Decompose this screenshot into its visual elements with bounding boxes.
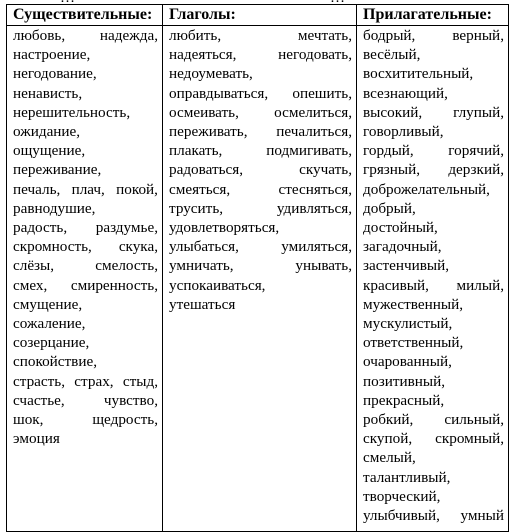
- nouns-line: [13, 391, 158, 410]
- verbs-word: любить,: [169, 27, 222, 44]
- nouns-word: шок,: [13, 411, 44, 429]
- adjectives-line: [363, 391, 504, 410]
- adjectives-cell: [357, 26, 509, 532]
- nouns-line: [13, 103, 158, 122]
- nouns-word: переживание,: [13, 161, 102, 179]
- nouns-word: печаль,: [13, 180, 61, 198]
- verbs-line: [169, 199, 352, 218]
- nouns-line: [13, 295, 158, 314]
- verbs-word: печалиться,: [276, 123, 352, 141]
- verbs-word: умиляться,: [281, 238, 352, 256]
- nouns-list: [13, 26, 158, 448]
- adjectives-line: [363, 410, 504, 429]
- verbs-line: [169, 237, 352, 256]
- adjectives-word: достойный,: [363, 219, 438, 237]
- adjectives-word: восхитительный,: [363, 65, 474, 83]
- nouns-word: эмоция: [13, 430, 60, 448]
- verbs-word: осмеивать,: [169, 103, 239, 121]
- adjectives-word: говорливый,: [363, 123, 444, 141]
- verbs-line: [169, 64, 352, 83]
- word-table: [6, 4, 509, 532]
- verbs-word: трусить,: [169, 199, 224, 217]
- nouns-word: настроение,: [13, 46, 91, 64]
- verbs-word: опешить,: [292, 84, 352, 102]
- nouns-word: сожаление,: [13, 315, 86, 333]
- adjectives-line: [363, 45, 504, 64]
- adjectives-line: [363, 237, 504, 256]
- verbs-line: [169, 276, 352, 295]
- nouns-line: [13, 429, 158, 448]
- nouns-word: смелость,: [95, 257, 158, 275]
- verbs-word: утешаться: [169, 295, 236, 313]
- adjectives-word: доброжелательный,: [363, 180, 490, 198]
- nouns-word: нерешительность,: [13, 103, 131, 121]
- nouns-word: смущение,: [13, 295, 83, 313]
- verbs-line: [169, 218, 352, 237]
- adjectives-line: [363, 122, 504, 141]
- verbs-word: плакать,: [169, 142, 223, 160]
- nouns-line: [13, 218, 158, 237]
- nouns-word: спокойствие,: [13, 353, 98, 371]
- verbs-word: унывать,: [295, 257, 352, 275]
- nouns-word: любовь,: [13, 27, 66, 44]
- verbs-word: удовлетворяться,: [169, 219, 280, 237]
- nouns-line: [13, 372, 158, 391]
- table-row: [7, 26, 509, 532]
- adjectives-word: бодрый,: [363, 27, 416, 44]
- nouns-word: страх,: [74, 372, 114, 390]
- adjectives-word: позитивный,: [363, 372, 446, 390]
- adjectives-word: высокий,: [363, 103, 423, 121]
- adjectives-line: [363, 429, 504, 448]
- verbs-word: смеяться,: [169, 180, 231, 198]
- nouns-word: негодование,: [13, 65, 97, 83]
- verbs-line: [169, 295, 352, 314]
- adjectives-line: [363, 64, 504, 83]
- nouns-line: [13, 256, 158, 275]
- adjectives-word: умный: [460, 507, 504, 525]
- verbs-cell: [163, 26, 357, 532]
- adjectives-line: [363, 295, 504, 314]
- adjectives-word: смелый,: [363, 449, 416, 467]
- adjectives-word: красивый,: [363, 276, 429, 294]
- nouns-word: слёзы,: [13, 257, 55, 275]
- adjectives-line: [363, 256, 504, 275]
- verbs-word: оправдываться,: [169, 84, 269, 102]
- nouns-word: счастье,: [13, 391, 65, 409]
- adjectives-word: верный,: [452, 27, 504, 44]
- adjectives-line: [363, 506, 504, 525]
- nouns-word: скука,: [118, 238, 158, 256]
- nouns-word: радость,: [13, 219, 68, 237]
- nouns-line: [13, 45, 158, 64]
- verbs-word: улыбаться,: [169, 238, 239, 256]
- nouns-line: [13, 333, 158, 352]
- verbs-word: мечтать,: [297, 27, 352, 44]
- adjectives-line: [363, 84, 504, 103]
- nouns-line: [13, 122, 158, 141]
- verbs-line: [169, 26, 352, 45]
- nouns-line: [13, 352, 158, 371]
- nouns-word: ожидание,: [13, 123, 81, 141]
- verbs-word: успокаиваться,: [169, 276, 266, 294]
- verbs-line: [169, 141, 352, 160]
- adjectives-word: скупой,: [363, 430, 413, 448]
- adjectives-word: прекрасный,: [363, 391, 445, 409]
- adjectives-word: талантливый,: [363, 468, 451, 486]
- adjectives-line: [363, 448, 504, 467]
- adjectives-word: милый,: [456, 276, 504, 294]
- adjectives-line: [363, 180, 504, 199]
- nouns-line: [13, 276, 158, 295]
- nouns-word: скромность,: [13, 238, 92, 256]
- nouns-word: ненависть,: [13, 84, 83, 102]
- adjectives-line: [363, 141, 504, 160]
- verbs-word: переживать,: [169, 123, 248, 141]
- adjectives-word: загадочный,: [363, 238, 442, 256]
- adjectives-word: застенчивый,: [363, 257, 450, 275]
- table-header-row: [7, 5, 509, 26]
- nouns-word: страсть,: [13, 372, 65, 390]
- adjectives-line: [363, 372, 504, 391]
- adjectives-word: очарованный,: [363, 353, 452, 371]
- adjectives-word: мужественный,: [363, 295, 464, 313]
- verbs-word: осмелиться,: [274, 103, 352, 121]
- adjectives-word: горячий,: [448, 142, 504, 160]
- verbs-line: [169, 122, 352, 141]
- nouns-line: [13, 64, 158, 83]
- adjectives-word: грязный,: [363, 161, 421, 179]
- adjectives-word: глупый,: [453, 103, 504, 121]
- nouns-word: раздумье,: [95, 219, 158, 237]
- nouns-word: надежда,: [99, 27, 158, 44]
- verbs-word: умничать,: [169, 257, 234, 275]
- nouns-cell: [7, 26, 163, 532]
- adjectives-line: [363, 468, 504, 487]
- adjectives-line: [363, 314, 504, 333]
- adjectives-word: дерзкий,: [448, 161, 504, 179]
- adjectives-word: мускулистый,: [363, 315, 453, 333]
- nouns-word: ощущение,: [13, 142, 86, 160]
- verbs-line: [169, 84, 352, 103]
- adjectives-word: творческий,: [363, 487, 441, 505]
- adjectives-word: ответственный,: [363, 334, 464, 352]
- adjectives-word: улыбчивый,: [363, 507, 440, 525]
- verbs-word: недоумевать,: [169, 65, 253, 83]
- verbs-word: подмигивать,: [266, 142, 352, 160]
- verbs-line: [169, 160, 352, 179]
- verbs-word: скучать,: [299, 161, 352, 179]
- header-nouns: Существительные:: [7, 5, 163, 26]
- verbs-word: негодовать,: [278, 46, 352, 64]
- nouns-line: [13, 410, 158, 429]
- verbs-line: [169, 256, 352, 275]
- adjectives-line: [363, 103, 504, 122]
- header-verbs: Глаголы:: [163, 5, 357, 26]
- verbs-line: [169, 180, 352, 199]
- nouns-word: смех,: [13, 276, 48, 294]
- verbs-line: [169, 45, 352, 64]
- nouns-line: [13, 314, 158, 333]
- nouns-word: плач,: [71, 180, 105, 198]
- nouns-line: [13, 26, 158, 45]
- adjectives-word: робкий,: [363, 411, 414, 429]
- nouns-line: [13, 180, 158, 199]
- adjectives-line: [363, 487, 504, 506]
- adjectives-line: [363, 160, 504, 179]
- nouns-word: равнодушие,: [13, 199, 96, 217]
- nouns-word: покой,: [116, 180, 158, 198]
- nouns-line: [13, 84, 158, 103]
- adjectives-line: [363, 352, 504, 371]
- nouns-line: [13, 141, 158, 160]
- adjectives-word: гордый,: [363, 142, 414, 160]
- nouns-word: созерцание,: [13, 334, 90, 352]
- verbs-line: [169, 103, 352, 122]
- nouns-line: [13, 237, 158, 256]
- adjectives-line: [363, 276, 504, 295]
- verbs-word: надеяться,: [169, 46, 237, 64]
- header-adjectives: Прилагательные:: [357, 5, 509, 26]
- verbs-list: [169, 26, 352, 314]
- adjectives-word: добрый,: [363, 199, 416, 217]
- verbs-word: удивляться,: [276, 199, 352, 217]
- nouns-line: [13, 160, 158, 179]
- adjectives-word: сильный,: [444, 411, 504, 429]
- adjectives-line: [363, 218, 504, 237]
- adjectives-line: [363, 26, 504, 45]
- nouns-line: [13, 199, 158, 218]
- adjectives-word: весёлый,: [363, 46, 421, 64]
- nouns-word: стыд,: [122, 372, 158, 390]
- verbs-word: стесняться,: [278, 180, 352, 198]
- adjectives-line: [363, 199, 504, 218]
- adjectives-word: всезнающий,: [363, 84, 448, 102]
- nouns-word: щедрость,: [92, 411, 158, 429]
- nouns-word: чувство,: [103, 391, 158, 409]
- adjectives-word: скромный,: [435, 430, 504, 448]
- nouns-word: смиренность,: [70, 276, 158, 294]
- adjectives-list: [363, 26, 504, 525]
- verbs-word: радоваться,: [169, 161, 244, 179]
- adjectives-line: [363, 333, 504, 352]
